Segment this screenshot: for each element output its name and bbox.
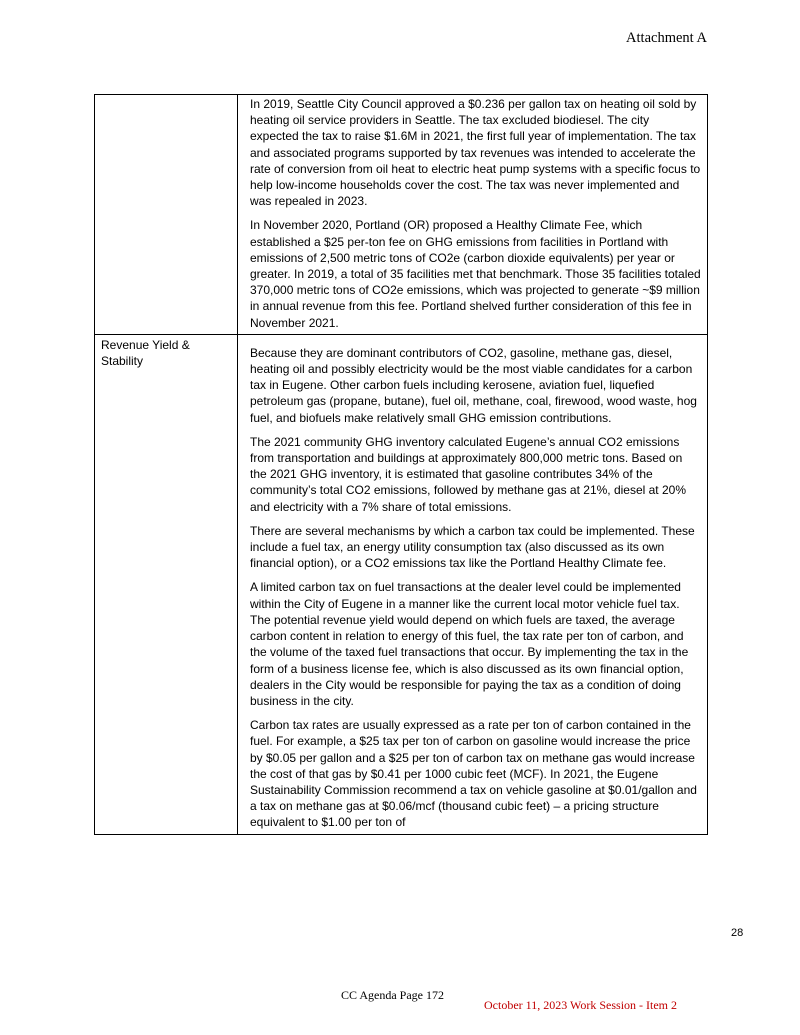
- footer-agenda-page: CC Agenda Page 172: [341, 988, 444, 1002]
- paragraph-dealer-level-tax: A limited carbon tax on fuel transactions at the dealer level could be implemented within the City of Eugene in a manner like the current local motor vehicle fuel tax. The potential revenue yield would depend on which fuels are taxed, the average carbon content in relation to energy of this fuel, the tax rate per ton of carbon, and the volume of the taxed fuel transactions that occur. By implementing the tax in the form of a business license fee, which is also discussed as its own financial option, dealers in the City would be responsible for paying the tax as a condition of doing business in the city.: [250, 580, 689, 708]
- document-table: [94, 94, 708, 835]
- paragraph-ghg-inventory: The 2021 community GHG inventory calculated Eugene’s annual CO2 emissions from transportation and buildings at approximately 800,000 metric tons. Based on the 2021 GHG inventory, it is estimated that gasoline contributes 34% of the community’s total CO2 emissions, followed by methane gas at 21%, diesel at 20% and electricity with a 7% share of total emissions.: [250, 434, 686, 514]
- page-number: 28: [731, 927, 744, 939]
- row-content: [238, 334, 708, 834]
- footer-work-session: October 11, 2023 Work Session - Item 2: [484, 998, 678, 1012]
- attachment-header: Attachment A: [626, 30, 707, 46]
- table-row-revenue-yield: [95, 334, 708, 834]
- paragraph-portland: In November 2020, Portland (OR) proposed a Healthy Climate Fee, which established a $25 per-ton fee on GHG emissions from facilities in Portland with emissions of 2,500 metric tons of CO2e (carbon dioxide equivalents) per year or greater. In 2019, a total of 35 facilities met that benchmark. Those 35 facilities totaled 370,000 metric tons of CO2e emissions, which was projected to generate ~$9 million in annual revenue from this fee. Portland shelved further consideration of this fee in November 2021.: [250, 218, 701, 330]
- table-row-seattle-portland: [95, 95, 708, 335]
- paragraph-viable-candidates: Because they are dominant contributors of CO2, gasoline, methane gas, diesel, heating oil and possibly electricity would be the most viable candidates for a carbon tax in Eugene. Other carbon fuels including kerosene, aviation fuel, liquefied petroleum gas (propane, butane), fuel oil, methane, coal, firewood, wood waste, hog fuel, and biofuels make relatively small GHG emission contributions.: [250, 345, 697, 425]
- paragraph-mechanisms: There are several mechanisms by which a carbon tax could be implemented. These include a fuel tax, an energy utility consumption tax (also discussed as its own financial option), or a CO2 emissions tax like the Portland Healthy Climate fee.: [250, 523, 695, 571]
- row-label-empty: [95, 95, 238, 335]
- row-content: [238, 95, 708, 335]
- paragraph-seattle: In 2019, Seattle City Council approved a $0.236 per gallon tax on heating oil sold by heating oil service providers in Seattle. The tax excluded biodiesel. The city expected the tax to raise $1.6M in 2021, the first full year of implementation. The tax and associated programs supported by tax revenues was intended to accelerate the rate of conversion from oil heat to electric heat pump systems with a specific focus to help low-income households cover the cost. The tax was never implemented and was repealed in 2023.: [250, 97, 701, 209]
- row-label-revenue-yield: Revenue Yield & Stability: [95, 334, 238, 834]
- paragraph-tax-rates: Carbon tax rates are usually expressed as a rate per ton of carbon contained in the fuel. For example, a $25 tax per ton of carbon on gasoline would increase the price by $0.05 per gallon and a $25 per ton of carbon tax on methane gas would increase the cost of that gas by $0.41 per 1000 cubic feet (MCF). In 2021, the Eugene Sustainability Commission recommend a tax on vehicle gasoline at $0.01/gallon and a tax on methane gas at $0.06/mcf (thousand cubic feet) – a pricing structure equivalent to $1.00 per ton of: [250, 718, 697, 830]
